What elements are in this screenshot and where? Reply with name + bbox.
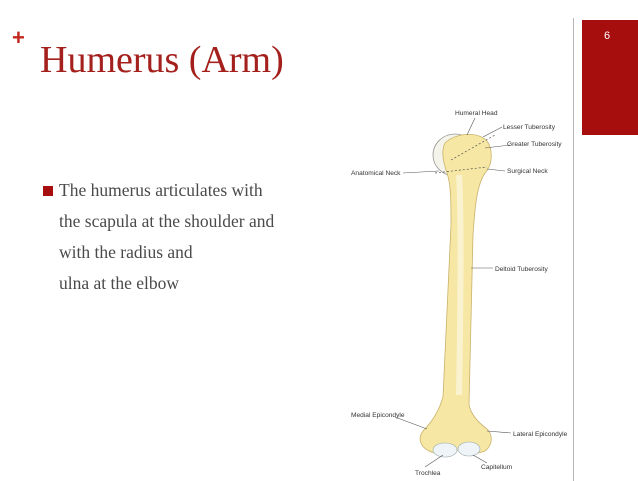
label-capitellum: Capitellum	[481, 464, 513, 471]
label-trochlea: Trochlea	[415, 470, 441, 477]
bullet-line-3: with the radius and	[59, 242, 193, 262]
bullet-line-2: the scapula at the shoulder and	[59, 211, 275, 231]
label-surgical-neck: Surgical Neck	[507, 168, 548, 175]
label-deltoid-tuberosity: Deltoid Tuberosity	[495, 266, 548, 273]
slide-title: Humerus (Arm)	[40, 39, 284, 81]
label-humeral-head: Humeral Head	[455, 110, 498, 117]
humerus-bone	[420, 134, 495, 457]
label-greater-tuberosity: Greater Tuberosity	[507, 141, 562, 148]
bullet-marker	[43, 186, 53, 196]
divider-line	[573, 18, 574, 481]
bullet-text	[40, 175, 340, 299]
plus-icon: +	[12, 25, 25, 50]
bullet-line-4: ulna at the elbow	[59, 273, 180, 293]
label-medial-epicondyle: Medial Epicondyle	[351, 412, 405, 419]
label-lateral-epicondyle: Lateral Epicondyle	[513, 431, 568, 438]
label-anatomical-neck: Anatomical Neck	[351, 170, 401, 177]
bullet-line-1: The humerus articulates with	[59, 180, 263, 200]
page-number: 6	[604, 30, 611, 42]
humerus-diagram	[347, 105, 573, 479]
label-lesser-tuberosity: Lesser Tuberosity	[503, 124, 556, 131]
